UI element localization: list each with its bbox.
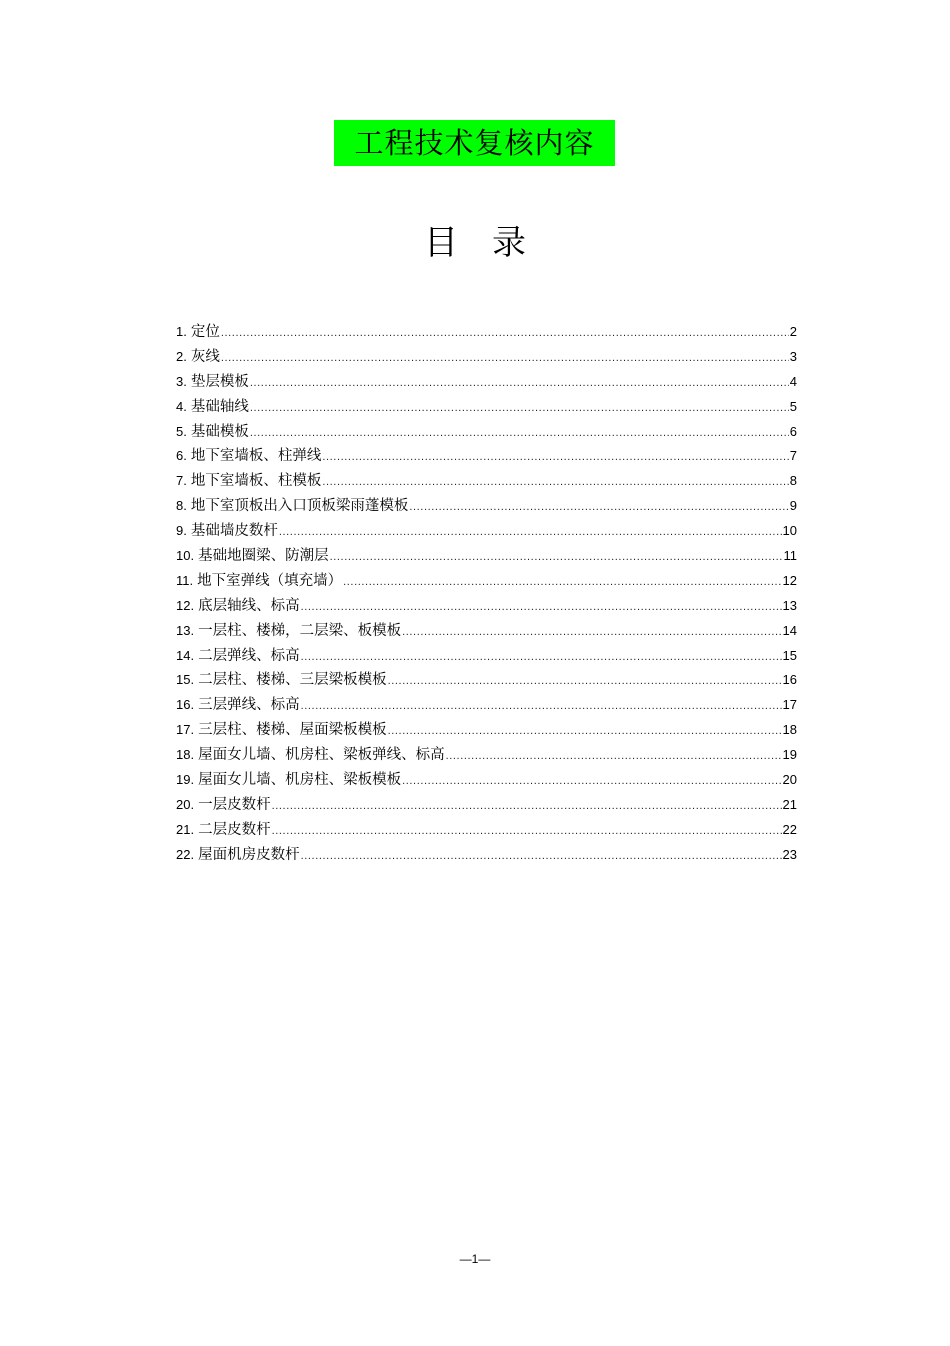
table-of-contents bbox=[176, 320, 797, 868]
toc-entry-page: 3 bbox=[789, 348, 797, 364]
toc-entry-page: 4 bbox=[789, 373, 797, 389]
toc-entry-page: 2 bbox=[789, 324, 797, 339]
toc-entry-page: 20 bbox=[782, 772, 797, 788]
toc-entry-page: 22 bbox=[782, 821, 797, 837]
toc-entry-number: 9. bbox=[176, 523, 187, 539]
toc-entry-page: 11 bbox=[783, 548, 797, 564]
toc-entry[interactable] bbox=[176, 345, 797, 370]
toc-entry[interactable] bbox=[176, 743, 797, 768]
toc-dot-leader bbox=[402, 769, 781, 794]
toc-entry-title: 定位 bbox=[190, 324, 220, 340]
toc-entry[interactable] bbox=[176, 818, 797, 843]
toc-entry-title: 二层柱、楼梯、三层梁板模板 bbox=[198, 672, 387, 689]
toc-entry-title: 基础模板 bbox=[190, 423, 249, 440]
toc-heading-left: 目 bbox=[424, 223, 458, 263]
toc-entry-page: 15 bbox=[782, 647, 797, 663]
toc-entry[interactable] bbox=[176, 469, 797, 494]
toc-entry-number: 15. bbox=[176, 672, 195, 688]
toc-entry-number: 6. bbox=[176, 448, 187, 464]
toc-entry-title: 基础地圈梁、防潮层 bbox=[198, 548, 329, 565]
toc-entry-title: 地下室顶板出入口顶板梁雨蓬模板 bbox=[190, 498, 409, 515]
toc-entry-title: 一层柱、楼梯，二层梁、板模板 bbox=[198, 622, 402, 639]
toc-entry-page: 5 bbox=[789, 398, 797, 414]
toc-entry[interactable] bbox=[176, 619, 797, 644]
toc-entry-page: 12 bbox=[782, 572, 797, 588]
toc-dot-leader bbox=[322, 470, 788, 495]
toc-entry-number: 3. bbox=[176, 373, 187, 389]
toc-entry-title: 地下室弹线（填充墙） bbox=[197, 572, 343, 589]
toc-heading bbox=[0, 220, 950, 266]
toc-entry[interactable] bbox=[176, 395, 797, 420]
toc-entry-page: 19 bbox=[782, 747, 797, 763]
toc-entry[interactable] bbox=[176, 668, 797, 693]
toc-entry-title: 二层皮数杆 bbox=[198, 821, 271, 838]
toc-entry-number: 16. bbox=[176, 697, 195, 713]
toc-entry[interactable] bbox=[176, 320, 797, 345]
toc-dot-leader bbox=[409, 495, 788, 520]
toc-entry-page: 6 bbox=[789, 423, 797, 439]
toc-entry[interactable] bbox=[176, 693, 797, 718]
toc-entry-title: 一层皮数杆 bbox=[198, 796, 271, 813]
toc-entry-title: 三层弹线、标高 bbox=[198, 697, 300, 714]
toc-entry[interactable] bbox=[176, 768, 797, 793]
toc-entry[interactable] bbox=[176, 569, 797, 594]
toc-dot-leader bbox=[250, 396, 789, 421]
toc-entry-page: 21 bbox=[782, 796, 797, 812]
toc-entry-number: 4. bbox=[176, 398, 187, 414]
toc-dot-leader bbox=[301, 694, 782, 719]
toc-entry-page: 7 bbox=[789, 448, 797, 464]
toc-entry[interactable] bbox=[176, 420, 797, 445]
toc-entry-title: 垫层模板 bbox=[190, 373, 249, 390]
toc-entry[interactable] bbox=[176, 793, 797, 818]
toc-entry-page: 17 bbox=[782, 697, 797, 713]
toc-entry-number: 20. bbox=[176, 796, 195, 812]
toc-dot-leader bbox=[388, 719, 782, 744]
toc-entry-title: 屋面女儿墙、机房柱、梁板弹线、标高 bbox=[198, 747, 445, 764]
toc-entry-page: 9 bbox=[789, 498, 797, 514]
toc-entry-page: 23 bbox=[782, 846, 797, 862]
toc-entry-number: 12. bbox=[176, 597, 195, 613]
toc-entry-page: 13 bbox=[782, 597, 797, 613]
toc-entry[interactable] bbox=[176, 544, 797, 569]
toc-entry-number: 7. bbox=[176, 473, 187, 489]
toc-entry-title: 基础墙皮数杆 bbox=[190, 523, 278, 540]
toc-dot-leader bbox=[301, 595, 782, 620]
toc-entry-number: 10. bbox=[176, 548, 195, 564]
toc-dot-leader bbox=[250, 371, 789, 396]
toc-dot-leader bbox=[322, 445, 788, 470]
toc-entry-number: 8. bbox=[176, 498, 187, 514]
toc-entry-title: 二层弹线、标高 bbox=[198, 647, 300, 664]
toc-entry-number: 18. bbox=[176, 747, 195, 763]
toc-entry[interactable] bbox=[176, 519, 797, 544]
toc-entry-number: 13. bbox=[176, 622, 195, 638]
toc-entry[interactable] bbox=[176, 444, 797, 469]
toc-entry-number: 21. bbox=[176, 821, 195, 837]
toc-entry-number: 22. bbox=[176, 846, 195, 862]
toc-dot-leader bbox=[250, 421, 789, 446]
toc-entry-number: 2. bbox=[176, 348, 187, 364]
toc-entry-page: 18 bbox=[782, 722, 797, 738]
toc-entry[interactable] bbox=[176, 494, 797, 519]
toc-dot-leader bbox=[221, 321, 789, 346]
toc-dot-leader bbox=[330, 545, 783, 570]
toc-entry-title: 地下室墙板、柱模板 bbox=[190, 473, 322, 490]
toc-dot-leader bbox=[272, 819, 782, 844]
toc-dot-leader bbox=[388, 669, 782, 694]
toc-dot-leader bbox=[301, 844, 782, 869]
toc-dot-leader bbox=[301, 645, 782, 670]
toc-entry[interactable] bbox=[176, 370, 797, 395]
toc-dot-leader bbox=[272, 794, 782, 819]
toc-entry[interactable] bbox=[176, 718, 797, 743]
toc-entry-number: 17. bbox=[176, 722, 195, 738]
toc-entry-number: 1. bbox=[176, 324, 187, 339]
toc-entry-page: 10 bbox=[782, 523, 797, 539]
toc-dot-leader bbox=[402, 620, 781, 645]
toc-entry-title: 基础轴线 bbox=[190, 398, 249, 415]
toc-entry-page: 16 bbox=[782, 672, 797, 688]
toc-entry[interactable] bbox=[176, 644, 797, 669]
toc-entry-title: 灰线 bbox=[190, 348, 220, 365]
toc-entry-title: 底层轴线、标高 bbox=[198, 597, 300, 614]
toc-entry-number: 5. bbox=[176, 423, 187, 439]
toc-entry[interactable] bbox=[176, 843, 797, 868]
toc-entry-page: 14 bbox=[782, 622, 797, 638]
page-number-footer: —1— bbox=[459, 1252, 491, 1266]
document-title: 工程技术复核内容 bbox=[334, 120, 615, 166]
toc-dot-leader bbox=[221, 346, 789, 371]
toc-entry[interactable] bbox=[176, 594, 797, 619]
toc-entry-title: 屋面机房皮数杆 bbox=[198, 846, 300, 863]
toc-entry-number: 11. bbox=[176, 572, 194, 588]
toc-heading-right: 录 bbox=[492, 223, 526, 263]
toc-entry-title: 三层柱、楼梯、屋面梁板模板 bbox=[198, 722, 387, 739]
toc-entry-title: 屋面女儿墙、机房柱、梁板模板 bbox=[198, 772, 402, 789]
toc-dot-leader bbox=[343, 570, 781, 595]
toc-dot-leader bbox=[446, 744, 782, 769]
toc-entry-number: 19. bbox=[176, 772, 195, 788]
toc-dot-leader bbox=[279, 520, 782, 545]
toc-entry-number: 14. bbox=[176, 647, 195, 663]
toc-entry-title: 地下室墙板、柱弹线 bbox=[190, 448, 322, 465]
toc-entry-page: 8 bbox=[789, 473, 797, 489]
